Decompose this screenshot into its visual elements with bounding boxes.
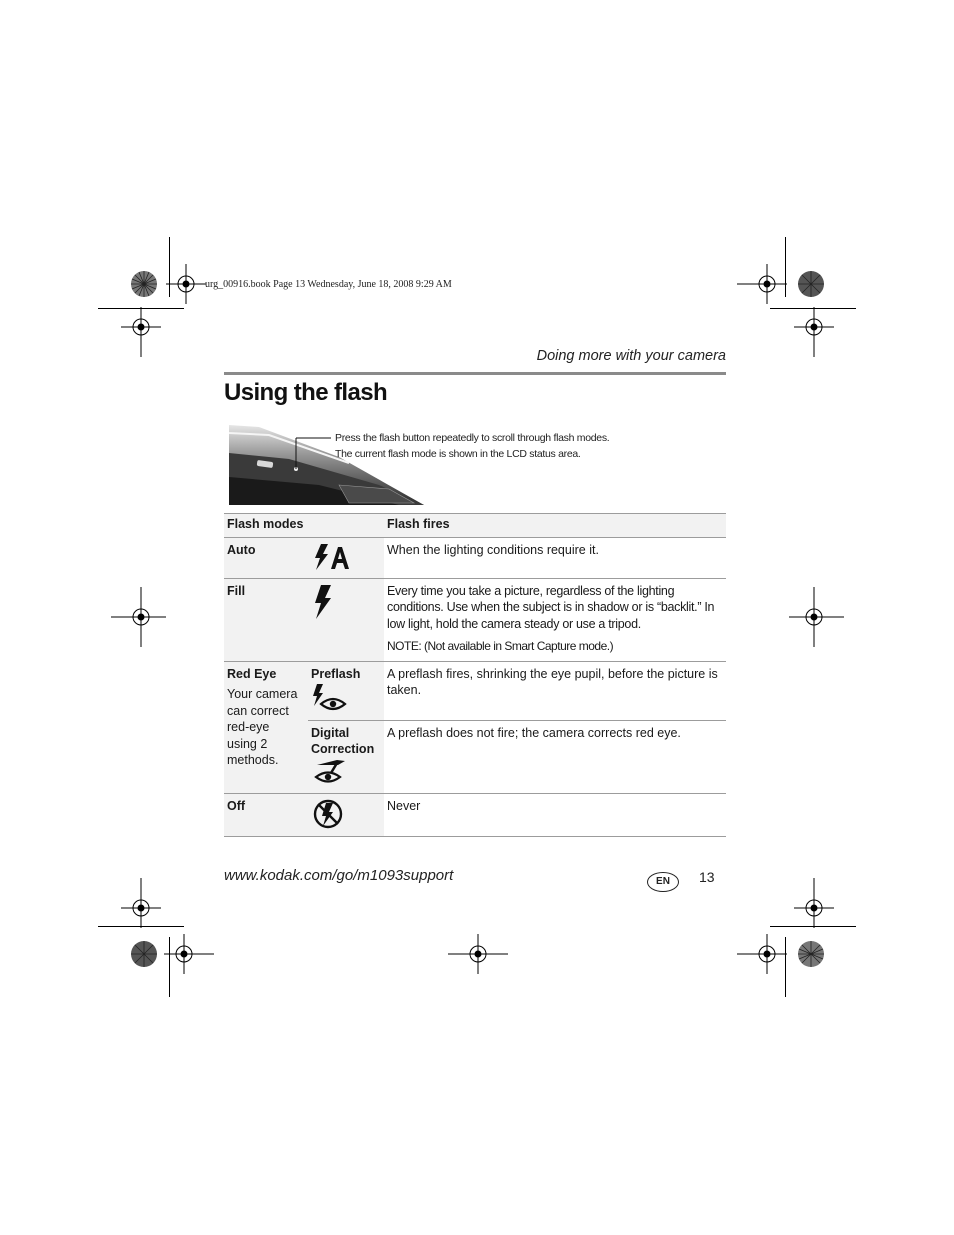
crosshair-mark-icon: [784, 587, 844, 647]
fires-off: Never: [384, 794, 726, 837]
fires-digital: A preflash does not fire; the camera corrects red eye.: [384, 721, 726, 794]
mode-fill: Fill: [224, 578, 308, 661]
flash-off-icon: [311, 798, 347, 830]
mode-auto: Auto: [224, 537, 308, 578]
crosshair-mark-icon: [111, 587, 171, 647]
flash-callout: [335, 430, 609, 462]
page-title: Using the flash: [224, 379, 388, 406]
mode-red-eye: Red Eye: [227, 666, 277, 681]
red-eye-digital-correction-icon: [311, 757, 347, 787]
crosshair-mark-icon: [111, 297, 171, 357]
red-eye-digital-label: Digital Correction: [311, 726, 375, 756]
fill-note: NOTE: (Not available in Smart Capture mode.): [387, 639, 614, 653]
table-row: [224, 794, 726, 837]
header-flash-fires: Flash fires: [384, 514, 726, 538]
page-number: 13: [699, 869, 715, 885]
header-rule: [224, 372, 726, 375]
table-row: [224, 661, 726, 721]
support-link[interactable]: www.kodak.com/go/m1093support: [224, 867, 454, 884]
mode-off: Off: [224, 794, 308, 837]
callout-line: The current flash mode is shown in the LCD status area.: [335, 448, 581, 460]
flash-fill-icon: [311, 583, 337, 621]
header-flash-modes: Flash modes: [224, 514, 384, 538]
callout-line: Press the flash button repeatedly to scroll through flash modes.: [335, 432, 610, 444]
crosshair-mark-icon: [448, 924, 508, 984]
red-eye-description: Your camera can correct red-eye using 2 methods.: [227, 687, 298, 767]
crosshair-mark-icon: [784, 297, 844, 357]
red-eye-preflash-label: Preflash: [311, 666, 361, 681]
flash-auto-icon: [311, 542, 353, 572]
table-row: [224, 578, 726, 661]
crosshair-mark-icon: [737, 924, 797, 984]
crosshair-mark-icon: [154, 924, 214, 984]
red-eye-preflash-icon: [311, 682, 347, 714]
running-head: Doing more with your camera: [536, 348, 726, 364]
table-header: [224, 514, 726, 538]
table-row: [224, 537, 726, 578]
language-badge: EN: [647, 872, 679, 892]
fires-fill: Every time you take a picture, regardless of the lighting conditions. Use when the subject is in shadow or is “backlit.” In low light, hold the camera steady or use a tripod.: [387, 583, 715, 631]
print-info: urg_00916.book Page 13 Wednesday, June 18, 2008 9:29 AM: [205, 279, 452, 290]
flash-modes-table: [224, 513, 726, 837]
fires-auto: When the lighting conditions require it.: [384, 537, 726, 578]
fires-preflash: A preflash fires, shrinking the eye pupil, before the picture is taken.: [384, 661, 726, 721]
